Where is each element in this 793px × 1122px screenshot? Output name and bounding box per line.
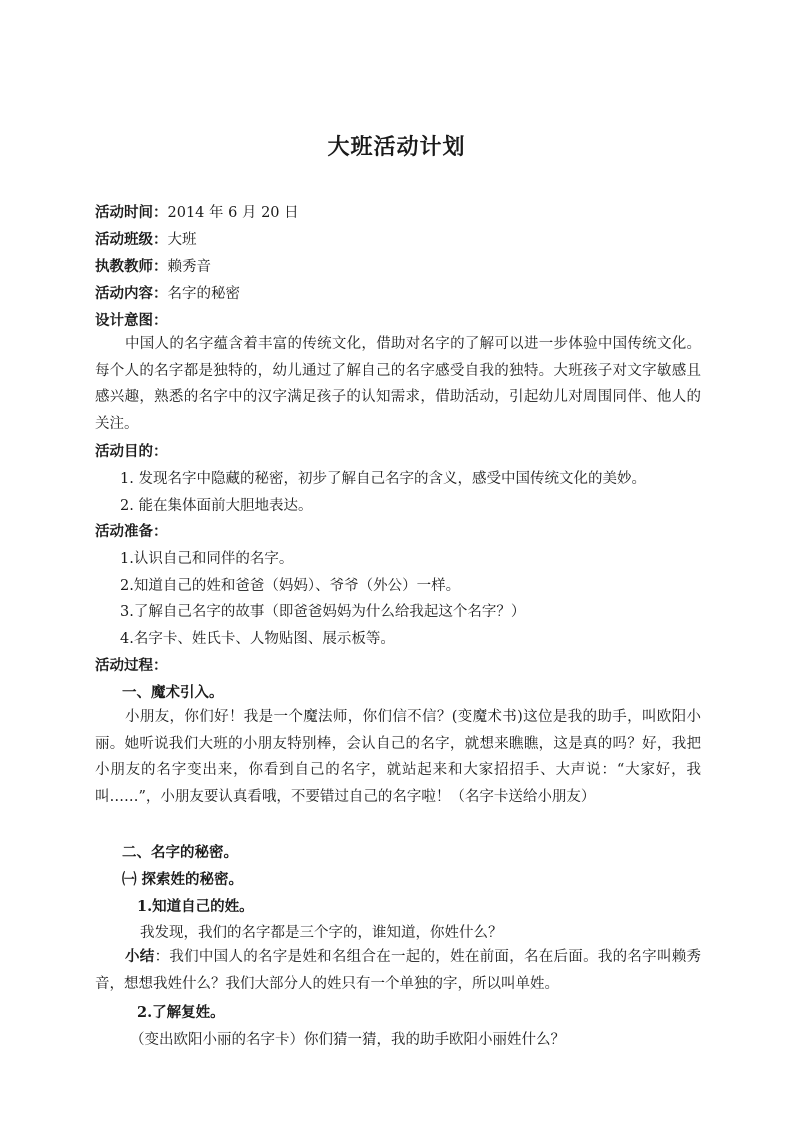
summary-label: 小结 <box>125 948 155 965</box>
class-label: 活动班级： <box>95 231 168 248</box>
teacher-label: 执教教师： <box>95 258 168 275</box>
summary-paragraph <box>95 944 701 997</box>
prep-heading: 活动准备： <box>95 523 168 540</box>
info-teacher <box>95 257 211 277</box>
content-value: 名字的秘密 <box>167 286 240 302</box>
prep-item-1: 1.认识自己和同伴的名字。 <box>120 551 294 567</box>
process-heading: 活动过程： <box>95 657 168 674</box>
section1-body: 小朋友，你们好！我是一个魔法师，你们信不信？(变魔术书)这位是我的助手，叫欧阳小丽。她听说我们大班的小朋友特别棒，会认自己的名字，就想来瞧瞧，这是真的吗？好，我把小朋友的名字变出来，你看到自己的名字，就站起来和大家招招手、大声说：“大家好，我叫……”，小朋友要认真看哦，不要错过自己的名字啦！（名字卡送给小朋友） <box>95 709 701 805</box>
section2-title: 二、名字的秘密。 <box>122 844 238 861</box>
prep-item-4: 4.名字卡、姓氏卡、人物贴图、展示板等。 <box>120 631 395 647</box>
time-value: 2014 年 6 月 20 日 <box>167 205 299 221</box>
design-heading: 设计意图： <box>95 312 168 329</box>
info-time <box>95 203 299 223</box>
prep-item-3: 3.了解自己名字的故事（即爸爸妈妈为什么给我起这个名字？） <box>120 604 526 620</box>
time-label: 活动时间： <box>95 204 168 221</box>
design-body: 中国人的名字蕴含着丰富的传统文化，借助对名字的了解可以进一步体验中国传统文化。每个人的名字都是独特的，幼儿通过了解自己的名字感受自我的独特。大班孩子对文字敏感且感兴趣，熟悉的名字中的汉字满足孩子的认知需求，借助活动，引起幼儿对周围同伴、他人的关注。 <box>95 336 701 432</box>
item2-body: （变出欧阳小丽的名字卡）你们猜一猜，我的助手欧阳小丽姓什么？ <box>130 1032 565 1048</box>
teacher-value: 赖秀音 <box>167 259 211 275</box>
content-label: 活动内容： <box>95 285 168 302</box>
info-class <box>95 230 197 250</box>
page-title: 大班活动计划 <box>327 134 466 160</box>
item2-title: 2.了解复姓。 <box>137 1004 225 1021</box>
prep-item-2: 2.知道自己的姓和爸爸（妈妈）、爷爷（外公）一样。 <box>120 578 461 594</box>
goal-item-2: 2. 能在集体面前大胆地表达。 <box>120 498 313 514</box>
class-value: 大班 <box>167 232 197 248</box>
item1-body: 我发现，我们的名字都是三个字的，谁知道，你姓什么？ <box>140 925 503 941</box>
summary-body: ：我们中国人的名字是姓和名组合在一起的，姓在前面，名在后面。我的名字叫赖秀音，想想我姓什么？我们大部分人的姓只有一个单独的字，所以叫单姓。 <box>95 949 702 992</box>
section1-title: 一、魔术引入。 <box>122 684 224 701</box>
goal-item-1: 1. 发现名字中隐藏的秘密，初步了解自己名字的含义，感受中国传统文化的美妙。 <box>120 471 646 487</box>
goals-heading: 活动目的： <box>95 443 168 460</box>
sub1-title: ㈠ 探索姓的秘密。 <box>122 871 244 888</box>
item1-title: 1.知道自己的姓。 <box>137 898 254 915</box>
info-content <box>95 284 240 304</box>
